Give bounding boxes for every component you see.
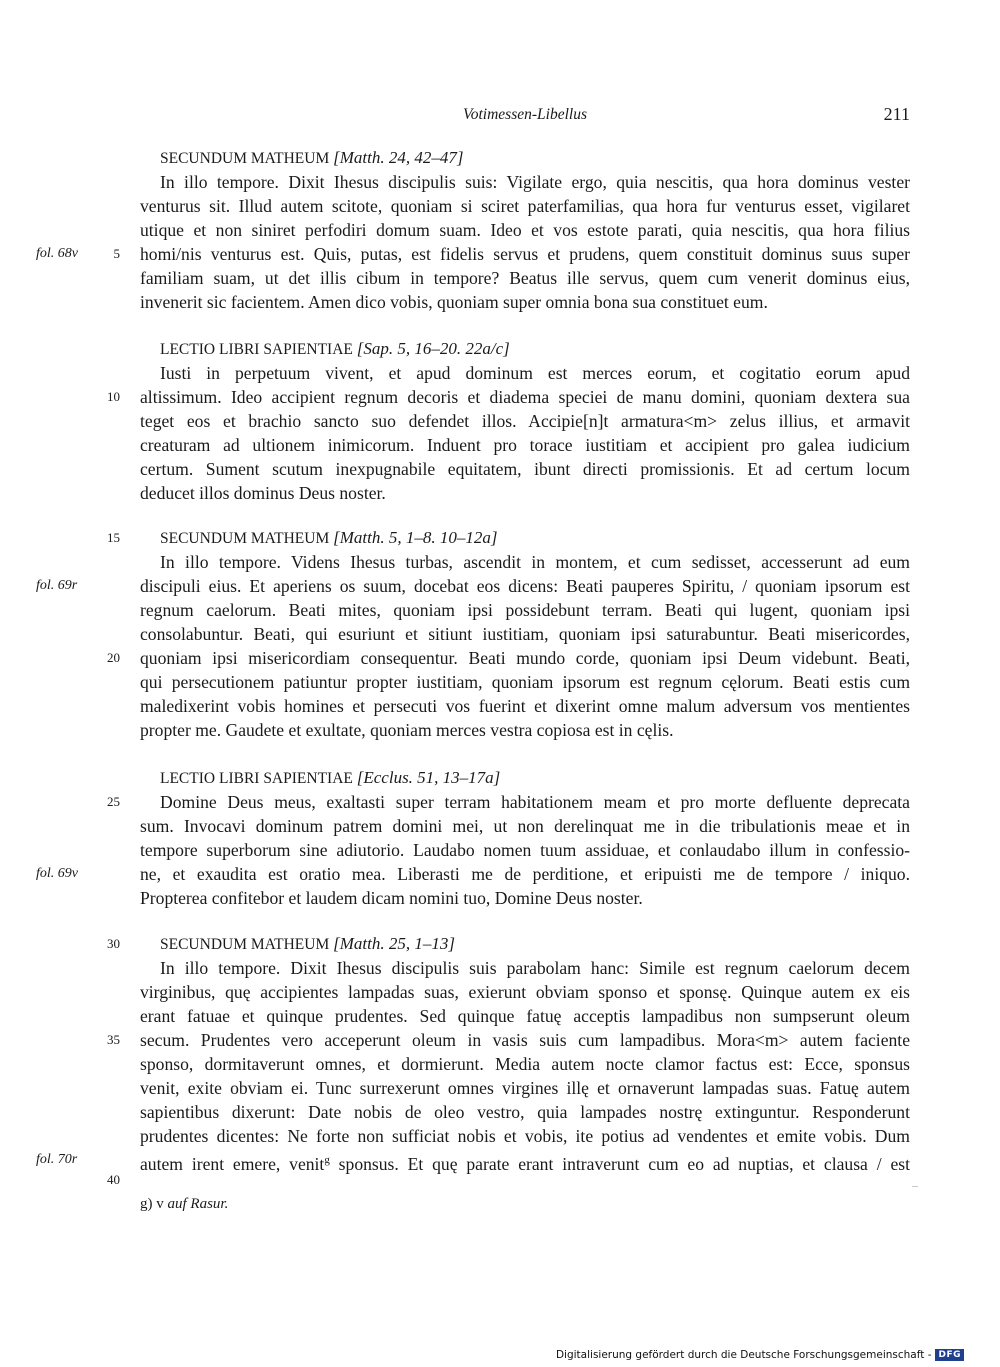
heading-title: SECUNDUM MATHEUM xyxy=(160,530,330,547)
scripture-reference: [Matth. 5, 1–8. 10–12a] xyxy=(333,528,498,547)
heading-title: LECTIO LIBRI SAPIENTIAE xyxy=(160,341,353,358)
text-line: tempore superborum sine adiutorio. Laudabo nomen tuum assiduae, et conlaudabo illum in confessio- xyxy=(140,840,910,860)
text-line: invenerit sic facientem. Amen dico vobis, quoniam super omnia bona sua constituet eum. xyxy=(140,292,768,312)
section-heading xyxy=(160,526,497,551)
text-line: virginibus, quę accipientes lampadas suas, exierunt obviam sponso et sponsę. Quinque autem ex eis xyxy=(140,982,910,1002)
text-line: regnum caelorum. Beati mites, quoniam ipsi possidebunt terram. Beati qui lugent, quoniam ipsi xyxy=(140,600,910,620)
text-line: venturus sit. Illud autem scitote, quoniam si sciret paterfamilias, qua hora fur venturus esset, vigilaret xyxy=(140,196,910,216)
text-line: sum. Invocavi dominum patrem domini mei, ut non derelinquat me in die tribulationis meae et in xyxy=(140,816,910,836)
credit-text: Digitalisierung gefördert durch die Deutsche Forschungsgemeinschaft - xyxy=(555,1349,932,1361)
text-line: ne, et exaudita est oratio mea. Liberasti me de perditione, et eripuisti me de tempore / iniquo. xyxy=(140,864,910,884)
line-number: 40 xyxy=(107,1172,120,1187)
text-line: sapientibus dixerunt: Date nobis de oleo vestro, quia lampades nostrę extinguntur. Responderunt xyxy=(140,1102,910,1122)
text-line: Iusti in perpetuum vivent, et apud dominum est merces eorum, et cogitatio eorum apud xyxy=(160,363,910,383)
section-heading xyxy=(160,337,510,362)
text-line: In illo tempore. Videns Ihesus turbas, ascendit in montem, et cum sedisset, accesserunt ad eum xyxy=(160,552,910,572)
text-line xyxy=(140,1148,910,1176)
heading-title: LECTIO LIBRI SAPIENTIAE xyxy=(160,770,353,787)
footnote-note: auf Rasur. xyxy=(167,1196,229,1212)
text-line: erant fatuae et quinque prudentes. Sed quinque fatuę acceptis lampadibus non sumpserunt oleum xyxy=(140,1006,910,1026)
text-line: altissimum. Ideo accipient regnum decoris et diadema speciei de manu domini, quoniam dextera sua xyxy=(140,387,910,407)
digitization-credit xyxy=(556,1349,964,1361)
text-line: Propterea confitebor et laudem dicam nomini tuo, Domine Deus noster. xyxy=(140,888,643,908)
line-number: 15 xyxy=(107,530,120,545)
text-line: maledixerint vobis homines et persecuti vos fuerint et dixerint omne malum adversum vos mentientes xyxy=(140,696,910,716)
section-heading xyxy=(160,766,500,791)
line-number: 30 xyxy=(107,936,120,951)
line-number: 20 xyxy=(107,650,120,665)
page-number: 211 xyxy=(883,104,910,124)
footnote-marker: g xyxy=(324,1154,330,1166)
text-line: certum. Sument scutum inexpugnabile equitatem, ibunt directi promissionis. Et ad certum locum xyxy=(140,459,910,479)
text-line: Domine Deus meus, exaltasti super terram habitationem meam et pro morte defluente deprecata xyxy=(160,792,910,812)
scripture-reference: [Matth. 24, 42–47] xyxy=(333,148,464,167)
folio-marker: fol. 69r xyxy=(36,578,78,593)
text-line: homi/nis venturus est. Quis, putas, est fidelis servus et prudens, quem constituit dominus suus super xyxy=(140,244,910,264)
heading-title: SECUNDUM MATHEUM xyxy=(160,150,330,167)
text-fragment: autem irent emere, venit xyxy=(140,1153,325,1174)
footnote-text: v xyxy=(156,1196,164,1212)
section-heading xyxy=(160,146,463,171)
text-line: secum. Prudentes vero acceperunt oleum in vasis suis cum lampadibus. Mora<m> autem faciente xyxy=(140,1030,910,1050)
text-line: quoniam ipsi misericordiam consequentur. Beati mundo corde, quoniam ipsi Deum videbunt. Beati, xyxy=(140,648,910,668)
text-line: In illo tempore. Dixit Ihesus discipulis suis parabolam hanc: Simile est regnum caelorum decem xyxy=(160,958,910,978)
text-line: discipuli eius. Et aperiens os suum, docebat eos dicens: Beati pauperes Spiritu, / quoniam ipsorum est xyxy=(140,576,910,596)
section-heading xyxy=(160,932,455,957)
dfg-logo: DFG xyxy=(935,1349,964,1361)
crop-mark xyxy=(912,1186,918,1187)
footnote xyxy=(140,1192,228,1216)
text-line: venit, exite obviam ei. Tunc surrexerunt omnes virgines illę et ornaverunt lampadas suas. Fatuę autem xyxy=(140,1078,910,1098)
heading-title: SECUNDUM MATHEUM xyxy=(160,936,330,953)
text-line: creaturam ad ultionem inimicorum. Induent pro torace iustitiam et accipient pro galea iudicium xyxy=(140,435,910,455)
folio-marker: fol. 68v xyxy=(36,246,78,261)
text-line: propter me. Gaudete et exultate, quoniam merces vestra copiosa est in cęlis. xyxy=(140,720,674,740)
line-number: 10 xyxy=(107,389,120,404)
running-title: Votimessen-Libellus xyxy=(463,106,587,123)
line-number: 35 xyxy=(107,1032,120,1047)
text-line: qui persecutionem patiuntur propter iustitiam, quoniam ipsorum est regnum cęlorum. Beati estis cum xyxy=(140,672,910,692)
text-line: sponso, dormitaverunt omnes, et dormierunt. Media autem nocte clamor factus est: Ecce, sponsus xyxy=(140,1054,910,1074)
line-number: 5 xyxy=(113,246,120,261)
text-line: consolabuntur. Beati, qui esuriunt et sitiunt iustitiam, quoniam ipsi saturabuntur. Beati misericordes, xyxy=(140,624,910,644)
folio-marker: fol. 69v xyxy=(36,866,78,881)
text-line: deducet illos dominus Deus noster. xyxy=(140,483,386,503)
line-number: 25 xyxy=(107,794,120,809)
scripture-reference: [Sap. 5, 16–20. 22a/c] xyxy=(356,339,510,358)
running-head xyxy=(140,106,910,130)
folio-marker: fol. 70r xyxy=(36,1152,78,1167)
text-line: familiam suam, ut det illis cibum in tempore? Beatus ille servus, quem cum venerit dominus eius, xyxy=(140,268,910,288)
text-line: prudentes dicentes: Ne forte non sufficiat nobis et vobis, ite potius ad vendentes et emite vobis. Dum xyxy=(140,1126,910,1146)
text-fragment: sponsus. Et quę parate erant intraverunt cum eo ad nuptias, et clausa / est xyxy=(329,1153,910,1174)
footnote-label: g) xyxy=(140,1196,153,1212)
text-line: In illo tempore. Dixit Ihesus discipulis suis: Vigilate ergo, quia nescitis, qua hora dominus vester xyxy=(160,172,910,192)
text-line: teget eos et brachio sancto suo defendet illos. Accipie[n]t armatura<m> zelus illius, et armavit xyxy=(140,411,910,431)
scripture-reference: [Matth. 25, 1–13] xyxy=(333,934,455,953)
scripture-reference: [Ecclus. 51, 13–17a] xyxy=(356,768,501,787)
text-line: utique et non siniret perfodiri domum suam. Ideo et vos estote parati, quia nescitis, qua hora filius xyxy=(140,220,910,240)
